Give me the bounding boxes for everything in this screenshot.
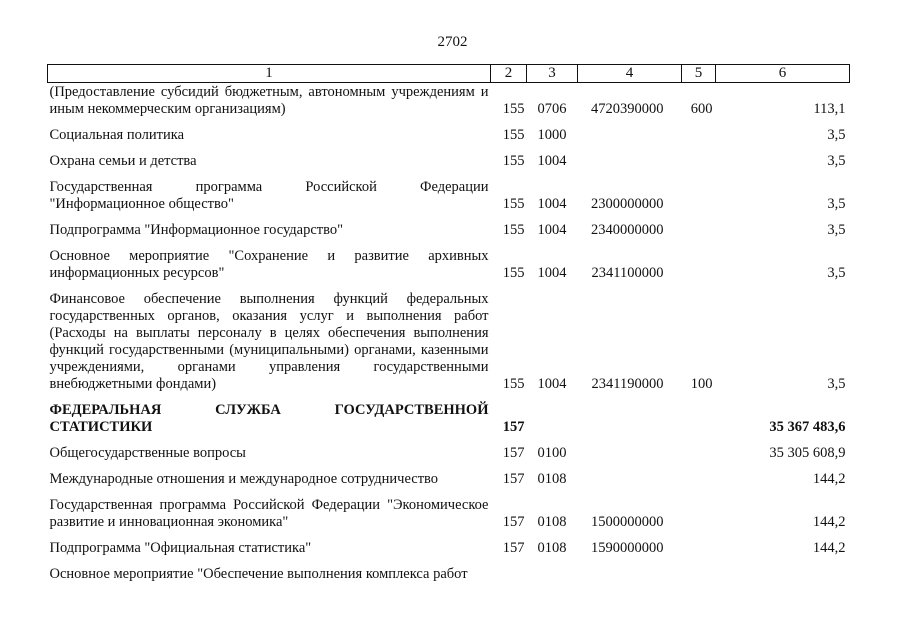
- row-amount-cell: 144,2: [812, 471, 846, 487]
- row-section-code-cell: 0706: [537, 101, 567, 117]
- row-target-code-cell: 2341190000: [591, 376, 664, 392]
- page-number: 2702: [437, 34, 468, 50]
- table-row: [48, 83, 850, 119]
- row-name-cell: Международные отношения и международное сотрудничество: [49, 471, 439, 487]
- table-row: [48, 488, 850, 531]
- row-expense-type-cell: [682, 436, 716, 462]
- header-col-5: 5: [682, 65, 716, 83]
- table-row: [48, 282, 850, 393]
- row-admin-code-cell: 155: [502, 222, 525, 238]
- row-target-code-cell: [578, 118, 682, 144]
- row-name-cell: Основное мероприятие "Сохранение и развитие архивных информационных ресурсов": [49, 248, 489, 281]
- row-target-code-cell: 1590000000: [591, 540, 664, 556]
- row-amount-cell: 3,5: [827, 222, 846, 238]
- row-section-code-cell: 1004: [537, 196, 567, 212]
- row-expense-type-cell: [682, 144, 716, 170]
- row-expense-type-cell: [682, 239, 716, 282]
- row-admin-code-cell: 155: [502, 127, 525, 143]
- header-row: [48, 65, 850, 83]
- row-amount-cell: 3,5: [827, 265, 846, 281]
- table-row: [48, 393, 850, 436]
- table-row: [48, 436, 850, 462]
- row-name-cell: Охрана семьи и детства: [49, 153, 197, 169]
- row-section-code-cell: [527, 393, 578, 436]
- header-col-3: 3: [527, 65, 578, 83]
- row-target-code-cell: 2341100000: [591, 265, 664, 281]
- row-target-code-cell: [578, 393, 682, 436]
- row-name-cell: (Предоставление субсидий бюджетным, автономным учреждениям и иным некоммерческим организациям): [49, 84, 489, 117]
- header-col-2: 2: [491, 65, 527, 83]
- row-expense-type-cell: 100: [690, 376, 713, 392]
- row-name-cell: Подпрограмма "Информационное государство": [49, 222, 344, 238]
- table-row: [48, 170, 850, 213]
- row-name-cell: Социальная политика: [49, 127, 185, 143]
- row-section-code-cell: [527, 557, 578, 583]
- row-amount-cell: [716, 557, 850, 583]
- row-admin-code-cell: 155: [502, 376, 525, 392]
- row-name-cell: ФЕДЕРАЛЬНАЯ СЛУЖБА ГОСУДАРСТВЕННОЙ СТАТИСТИКИ: [49, 402, 489, 435]
- table-row: [48, 144, 850, 170]
- table-row: [48, 118, 850, 144]
- row-target-code-cell: [578, 557, 682, 583]
- row-expense-type-cell: [682, 531, 716, 557]
- table-row: [48, 213, 850, 239]
- table-row: [48, 557, 850, 583]
- row-expense-type-cell: 600: [690, 101, 713, 117]
- row-expense-type-cell: [682, 170, 716, 213]
- row-target-code-cell: [578, 144, 682, 170]
- row-target-code-cell: 2300000000: [591, 196, 664, 212]
- table-row: [48, 239, 850, 282]
- row-amount-cell: 3,5: [827, 153, 846, 169]
- header-col-6: 6: [716, 65, 850, 83]
- row-expense-type-cell: [682, 213, 716, 239]
- row-section-code-cell: 1004: [537, 265, 567, 281]
- row-amount-cell: 3,5: [827, 376, 846, 392]
- row-expense-type-cell: [682, 557, 716, 583]
- table-row: [48, 531, 850, 557]
- row-admin-code-cell: 157: [502, 540, 525, 556]
- row-amount-cell: 144,2: [812, 514, 846, 530]
- table-row: [48, 462, 850, 488]
- row-name-cell: Общегосударственные вопросы: [49, 445, 246, 461]
- row-admin-code-cell: [491, 557, 527, 583]
- row-expense-type-cell: [682, 118, 716, 144]
- row-amount-cell: 35 305 608,9: [769, 445, 846, 461]
- row-section-code-cell: 1004: [537, 376, 567, 392]
- row-section-code-cell: 0108: [537, 540, 567, 556]
- row-target-code-cell: 4720390000: [591, 101, 664, 117]
- row-expense-type-cell: [682, 393, 716, 436]
- row-section-code-cell: 0100: [537, 445, 567, 461]
- row-admin-code-cell: 157: [502, 514, 525, 530]
- row-amount-cell: 144,2: [812, 540, 846, 556]
- row-admin-code-cell: 155: [502, 101, 525, 117]
- row-expense-type-cell: [682, 462, 716, 488]
- row-section-code-cell: 1004: [537, 153, 567, 169]
- table-header: [48, 65, 850, 83]
- row-amount-cell: 3,5: [827, 196, 846, 212]
- row-admin-code-cell: 155: [502, 265, 525, 281]
- row-name-cell: Финансовое обеспечение выполнения функций федеральных государственных органов, оказания услуг и выполнения работ (Расходы на выплаты персоналу в целях обеспечения выполнения функций государственными (муниципальными) органами, казенными учреждениями, органами управления государственными внебюджетными фондами): [49, 291, 489, 392]
- row-name-cell: Основное мероприятие "Обеспечение выполнения комплекса работ: [49, 566, 468, 582]
- row-expense-type-cell: [682, 488, 716, 531]
- table-body: [48, 83, 850, 584]
- row-section-code-cell: 1004: [537, 222, 567, 238]
- row-admin-code-cell: 157: [502, 471, 525, 487]
- row-target-code-cell: 1500000000: [591, 514, 664, 530]
- row-section-code-cell: 1000: [537, 127, 567, 143]
- budget-table: [47, 64, 850, 583]
- row-name-cell: Подпрограмма "Официальная статистика": [49, 540, 312, 556]
- row-section-code-cell: 0108: [537, 471, 567, 487]
- row-target-code-cell: 2340000000: [591, 222, 664, 238]
- row-admin-code-cell: 157: [502, 445, 525, 461]
- row-target-code-cell: [578, 436, 682, 462]
- header-col-4: 4: [578, 65, 682, 83]
- row-amount-cell: 35 367 483,6: [769, 419, 846, 435]
- row-admin-code-cell: 155: [502, 153, 525, 169]
- row-target-code-cell: [578, 462, 682, 488]
- row-section-code-cell: 0108: [537, 514, 567, 530]
- row-admin-code-cell: 155: [502, 196, 525, 212]
- row-amount-cell: 113,1: [813, 101, 846, 117]
- row-admin-code-cell: 157: [502, 419, 525, 435]
- row-name-cell: Государственная программа Российской Федерации "Информационное общество": [49, 179, 489, 212]
- header-col-1: 1: [48, 65, 491, 83]
- row-name-cell: Государственная программа Российской Федерации "Экономическое развитие и инновационная экономика": [49, 497, 489, 530]
- row-amount-cell: 3,5: [827, 127, 846, 143]
